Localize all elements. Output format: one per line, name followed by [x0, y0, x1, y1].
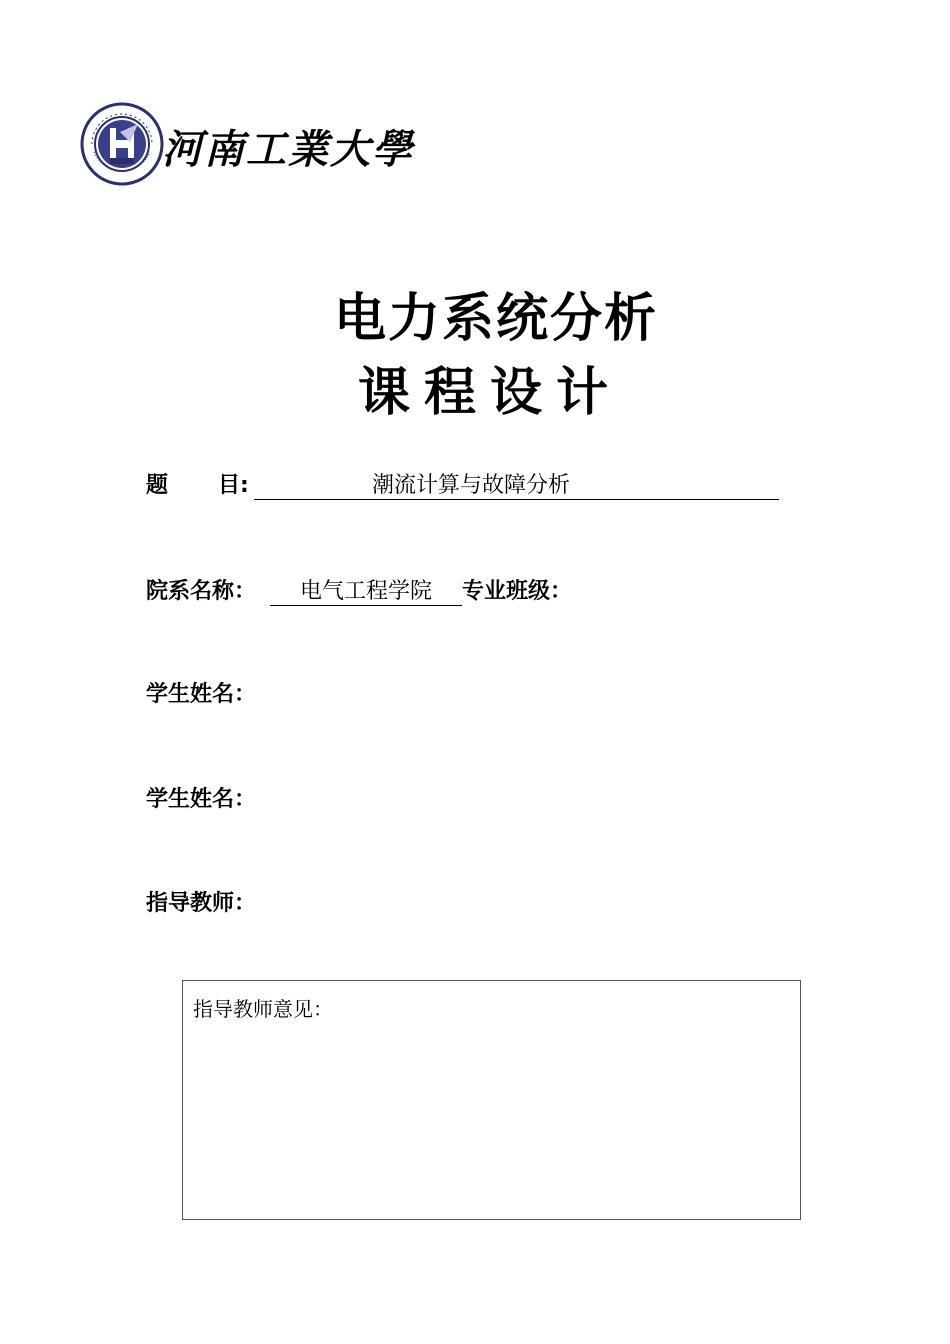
document-title: [0, 282, 950, 430]
student-name-row-1: [146, 680, 256, 710]
title-line-1: 电力系统分析: [333, 288, 658, 349]
advisor-label: 指导教师：: [146, 891, 257, 916]
topic-field[interactable]: [254, 471, 779, 500]
university-logo: [80, 100, 414, 190]
department-row: [146, 577, 572, 607]
topic-label-a: 题: [146, 473, 169, 498]
student-name-label-2: 学生姓名：: [146, 787, 257, 812]
advisor-opinion-label: 指导教师意见：: [193, 997, 333, 1021]
major-class-label: 专业班级：: [462, 579, 573, 604]
department-label: 院系名称：: [146, 579, 257, 604]
university-name-logotype: 河南工業大學: [162, 126, 414, 173]
topic-value: 潮流计算与故障分析: [372, 473, 571, 498]
topic-label-b: 目:: [218, 473, 249, 498]
advisor-row: [146, 889, 256, 919]
advisor-opinion-box[interactable]: [182, 980, 801, 1220]
topic-row: [146, 471, 571, 501]
student-name-label-1: 学生姓名：: [146, 682, 257, 707]
department-field[interactable]: 电气工程学院: [270, 577, 462, 606]
university-seal-icon: [80, 102, 164, 186]
student-name-row-2: [146, 785, 256, 815]
title-line-2: 课程设计: [357, 362, 622, 423]
